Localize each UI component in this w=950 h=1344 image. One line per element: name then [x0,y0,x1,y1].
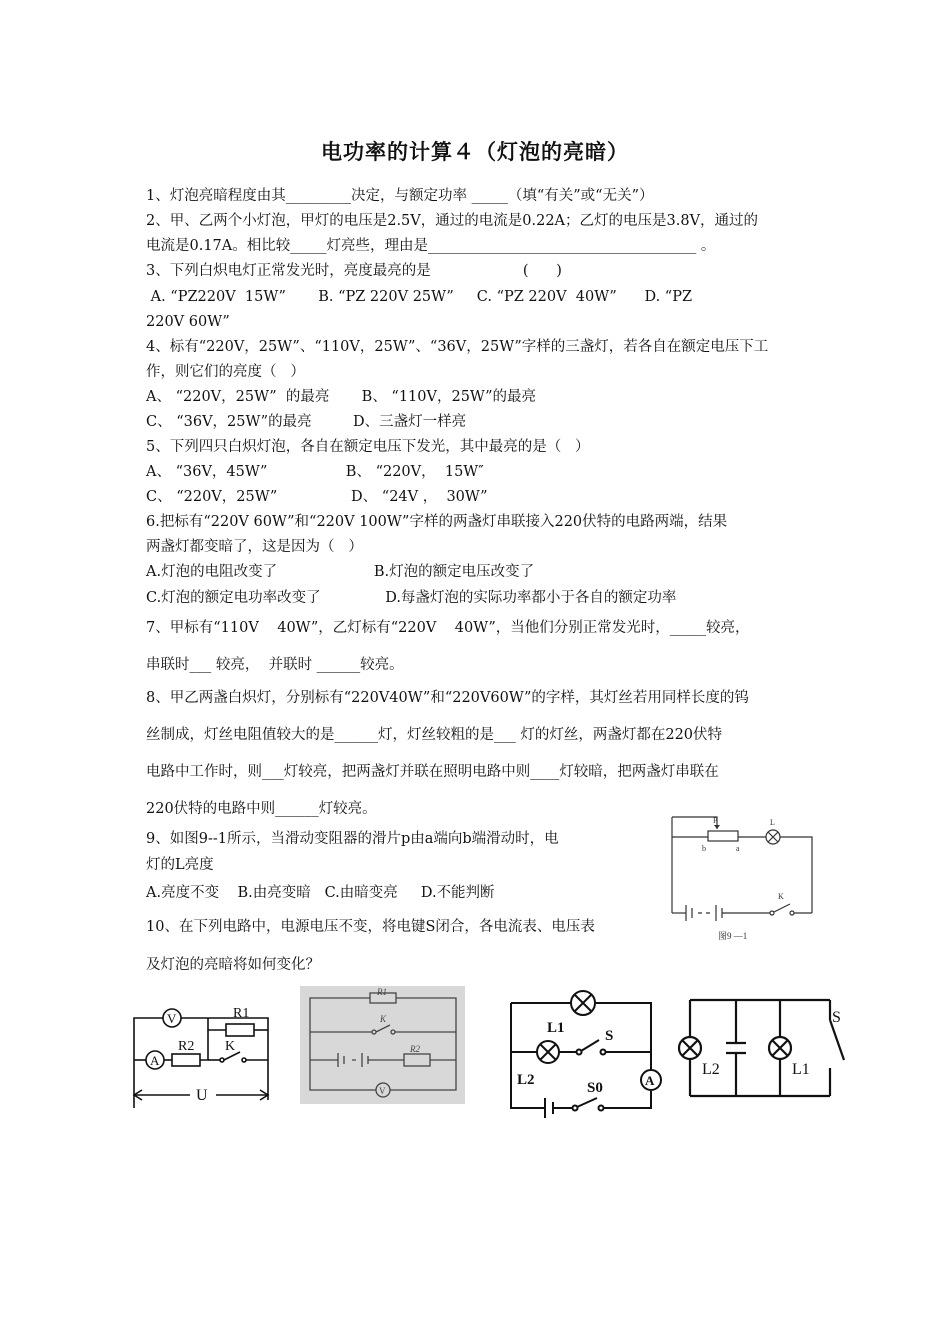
q5-options-ab: A、 “36V，45W” B、 “220V， 15W″ [146,464,484,480]
q5-options-cd: C、 “220V，25W” D、 “24V ， 30W” [146,489,488,505]
q3-line: 3、下列白炽电灯正常发光时，亮度最亮的是 ( ) [146,263,562,279]
q9-options: A.亮度不变 B.由亮变暗 C.由暗变亮 D.不能判断 [146,885,495,901]
q8-line-2: 丝制成，灯丝电阻值较大的是______灯，灯丝较粗的是___ 灯的灯丝，两盏灯都在220伏特 [146,727,723,743]
q9-line-1: 9、如图9--1所示，当滑动变阻器的滑片p由a端向b端滑动时，电 [146,831,559,847]
q1-line: 1、灯泡亮暗程度由其_________决定，与额定功率 _____（填“有关”或“无关”） [146,188,654,204]
q10-line-1: 10、在下列电路中，电源电压不变，将电键S闭合，各电流表、电压表 [146,919,595,935]
q3-options-cont: 220V 60W” [146,314,230,330]
c2-label-V: V [379,1086,386,1096]
q3-options: A. “PZ220V 15W” B. “PZ 220V 25W” C. “PZ 220V 40W” D. “PZ [146,289,693,305]
q4-line-2: 作，则它们的亮度（ ） [146,364,305,380]
c2-label-K: K [380,1014,387,1024]
fig9-label-L: L [770,818,775,827]
circuit-4 [670,992,850,1104]
q5-line: 5、下列四只白炽灯泡，各自在额定电压下发光，其中最亮的是（ ） [146,439,590,455]
fig9-caption: 图9 —1 [718,931,748,941]
q10-line-2: 及灯泡的亮暗将如何变化？ [146,957,320,973]
c2-label-R1: R1 [377,987,387,997]
fig9-label-K: K [778,892,784,901]
fig9-label-a: a [736,844,740,853]
q7-line-2: 串联时___ 较亮， 并联时 ______较亮。 [146,657,404,673]
c1-label-U: U [196,1087,208,1104]
figure-9-1-circuit [662,805,822,945]
c1-label-R2: R2 [178,1039,195,1054]
fig9-label-b: b [702,844,706,853]
c2-label-R2: R2 [410,1044,420,1054]
c3-label-L1: L1 [547,1020,565,1036]
q4-line-1: 4、标有“220V，25W”、“110V，25W”、“36V，25W”字样的三盏灯，若各自在额定电压下工 [146,339,769,355]
c3-label-A: A [645,1073,655,1088]
q8-line-4: 220伏特的电路中则______灯较亮。 [146,801,377,817]
c3-label-S0: S0 [587,1080,603,1096]
c4-label-S: S [832,1009,841,1026]
fig9-label-p: P [713,816,718,825]
q6-options-cd: C.灯泡的额定电功率改变了 D.每盏灯泡的实际功率都小于各自的额定功率 [146,590,677,606]
q8-line-3: 电路中工作时，则___灯较亮，把两盏灯并联在照明电路中则____灯较暗，把两盏灯串联在 [146,764,719,780]
c4-label-L1: L1 [792,1061,810,1078]
q7-line-1: 7、甲标有“110V 40W”，乙灯标有“220V 40W”，当他们分别正常发光时，_____较亮， [146,620,750,636]
q6-options-ab: A.灯泡的电阻改变了 B.灯泡的额定电压改变了 [146,564,535,580]
q2-line-1: 2、甲、乙两个小灯泡，甲灯的电压是2.5V，通过的电流是0.22A；乙灯的电压是3.8V，通过的 [146,213,759,229]
c1-label-A: A [150,1053,160,1068]
q4-options-cd: C、 “36V，25W”的最亮 D、三盏灯一样亮 [146,414,467,430]
c3-label-S: S [605,1028,614,1044]
q9-line-2: 灯的L亮度 [146,857,214,873]
q4-options-ab: A、 “220V，25W” 的最亮 B、 “110V，25W”的最亮 [146,389,537,405]
c1-label-V: V [167,1011,177,1026]
c3-label-L2: L2 [517,1072,535,1088]
circuit-1 [128,990,278,1120]
circuit-2 [300,986,465,1104]
q6-line-1: 6.把标有“220V 60W”和“220V 100W”字样的两盏灯串联接入220伏特的电路两端，结果 [146,514,728,530]
circuit-3 [505,988,665,1123]
q2-line-2: 电流是0.17A。相比较_____灯亮些，理由是_____________________________________ 。 [146,238,716,254]
c1-label-R1: R1 [233,1006,250,1021]
c1-label-K: K [225,1039,236,1054]
c4-label-L2: L2 [702,1061,720,1078]
q6-line-2: 两盏灯都变暗了，这是因为（ ） [146,539,363,555]
page-title: 电功率的计算４（灯泡的亮暗） [321,139,629,164]
q8-line-1: 8、甲乙两盏白炽灯，分别标有“220V40W”和“220V60W”的字样，其灯丝若用同样长度的钨 [146,690,749,706]
